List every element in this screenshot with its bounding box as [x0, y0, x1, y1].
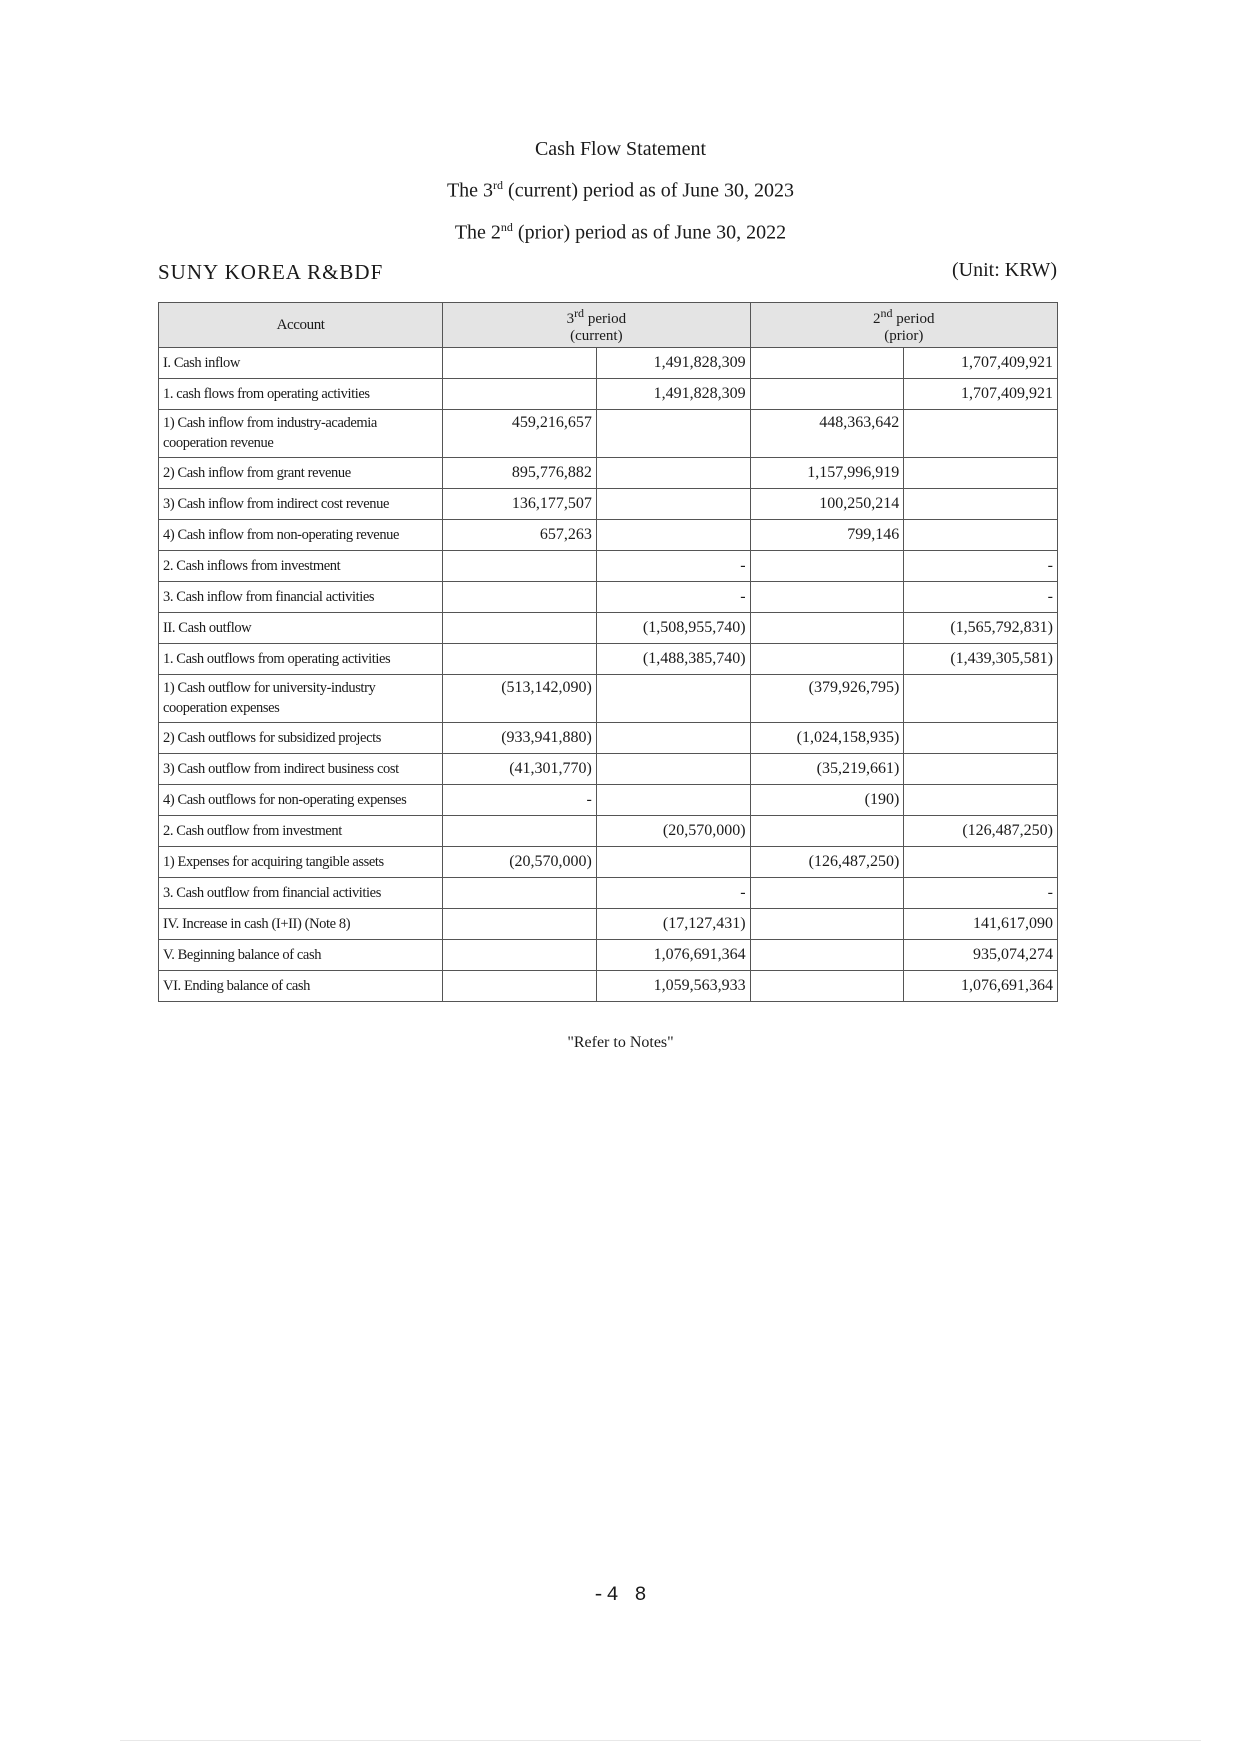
- current-total-cell: [596, 675, 750, 723]
- page-edge-line: [120, 1740, 1201, 1741]
- prior-total-cell: (126,487,250): [904, 816, 1058, 847]
- current-total-cell: [596, 520, 750, 551]
- prior-subtotal-cell: (35,219,661): [750, 754, 904, 785]
- prior-subtotal-cell: [750, 582, 904, 613]
- current-total-cell: [596, 785, 750, 816]
- refer-to-notes: "Refer to Notes": [567, 1034, 674, 1051]
- current-subtotal-cell: [443, 582, 597, 613]
- current-total-cell: 1,491,828,309: [596, 348, 750, 379]
- table-row: [159, 551, 1058, 582]
- current-total-cell: 1,059,563,933: [596, 971, 750, 1002]
- current-subtotal-cell: 895,776,882: [443, 458, 597, 489]
- prior-period-header: 2nd period (prior): [750, 303, 1057, 348]
- account-cell: 3. Cash inflow from financial activities: [159, 582, 443, 613]
- prior-subtotal-cell: [750, 644, 904, 675]
- statement-title: Cash Flow Statement: [534, 138, 707, 160]
- prior-total-cell: -: [904, 551, 1058, 582]
- prior-subtotal-cell: 100,250,214: [750, 489, 904, 520]
- current-total-cell: (1,508,955,740): [596, 613, 750, 644]
- account-cell: 3) Cash outflow from indirect business cost: [159, 754, 443, 785]
- current-subtotal-cell: 459,216,657: [443, 410, 597, 458]
- current-subtotal-cell: [443, 971, 597, 1002]
- current-period-header: 3rd period (current): [443, 303, 750, 348]
- prior-period-line: The 2nd (prior) period as of June 30, 2022: [454, 220, 787, 244]
- prior-total-cell: [904, 723, 1058, 754]
- account-cell: 1. cash flows from operating activities: [159, 379, 443, 410]
- current-subtotal-cell: (513,142,090): [443, 675, 597, 723]
- prior-total-cell: 1,707,409,921: [904, 379, 1058, 410]
- table-row: [159, 520, 1058, 551]
- prior-subtotal-cell: [750, 613, 904, 644]
- table-row: [159, 785, 1058, 816]
- organization-name: SUNY KOREA R&BDF: [158, 260, 384, 284]
- current-subtotal-cell: (41,301,770): [443, 754, 597, 785]
- prior-subtotal-cell: (190): [750, 785, 904, 816]
- table-row: [159, 489, 1058, 520]
- current-subtotal-cell: [443, 348, 597, 379]
- prior-subtotal-cell: [750, 348, 904, 379]
- table-row: [159, 458, 1058, 489]
- prior-subtotal-cell: [750, 878, 904, 909]
- prior-total-cell: -: [904, 582, 1058, 613]
- prior-subtotal-cell: 1,157,996,919: [750, 458, 904, 489]
- table-row: [159, 644, 1058, 675]
- table-row: [159, 909, 1058, 940]
- account-column-header: Account: [159, 303, 443, 348]
- current-total-cell: [596, 723, 750, 754]
- current-subtotal-cell: [443, 878, 597, 909]
- table-row: [159, 878, 1058, 909]
- table-row: [159, 675, 1058, 723]
- account-cell: II. Cash outflow: [159, 613, 443, 644]
- prior-total-cell: -: [904, 878, 1058, 909]
- prior-total-cell: (1,565,792,831): [904, 613, 1058, 644]
- prior-subtotal-cell: 448,363,642: [750, 410, 904, 458]
- account-cell: 2. Cash inflows from investment: [159, 551, 443, 582]
- current-total-cell: (17,127,431): [596, 909, 750, 940]
- cash-flow-table: [158, 302, 1058, 1002]
- prior-subtotal-cell: [750, 940, 904, 971]
- account-cell: V. Beginning balance of cash: [159, 940, 443, 971]
- prior-total-cell: [904, 785, 1058, 816]
- current-total-cell: 1,491,828,309: [596, 379, 750, 410]
- account-cell: 2. Cash outflow from investment: [159, 816, 443, 847]
- current-subtotal-cell: [443, 644, 597, 675]
- prior-subtotal-cell: [750, 551, 904, 582]
- table-row: [159, 940, 1058, 971]
- prior-total-cell: [904, 410, 1058, 458]
- account-cell: 1) Expenses for acquiring tangible assets: [159, 847, 443, 878]
- table-row: [159, 971, 1058, 1002]
- table-row: [159, 379, 1058, 410]
- page-number: -4 8: [592, 1584, 649, 1607]
- prior-subtotal-cell: (379,926,795): [750, 675, 904, 723]
- prior-total-cell: 1,707,409,921: [904, 348, 1058, 379]
- current-total-cell: [596, 410, 750, 458]
- prior-subtotal-cell: [750, 379, 904, 410]
- current-subtotal-cell: [443, 816, 597, 847]
- current-total-cell: -: [596, 551, 750, 582]
- account-cell: 3) Cash inflow from indirect cost revenue: [159, 489, 443, 520]
- account-cell: 2) Cash outflows for subsidized projects: [159, 723, 443, 754]
- account-cell: 1) Cash inflow from industry-academia cooperation revenue: [159, 410, 443, 458]
- prior-subtotal-cell: (126,487,250): [750, 847, 904, 878]
- prior-total-cell: [904, 458, 1058, 489]
- table-row: [159, 754, 1058, 785]
- current-subtotal-cell: [443, 940, 597, 971]
- current-total-cell: (20,570,000): [596, 816, 750, 847]
- account-cell: I. Cash inflow: [159, 348, 443, 379]
- current-total-cell: 1,076,691,364: [596, 940, 750, 971]
- current-subtotal-cell: (933,941,880): [443, 723, 597, 754]
- table-row: [159, 847, 1058, 878]
- table-body: [159, 348, 1058, 1002]
- current-total-cell: -: [596, 582, 750, 613]
- prior-subtotal-cell: [750, 971, 904, 1002]
- prior-total-cell: 141,617,090: [904, 909, 1058, 940]
- unit-label: (Unit: KRW): [952, 259, 1057, 281]
- account-cell: 1. Cash outflows from operating activities: [159, 644, 443, 675]
- current-total-cell: -: [596, 878, 750, 909]
- current-total-cell: [596, 489, 750, 520]
- account-cell: VI. Ending balance of cash: [159, 971, 443, 1002]
- prior-total-cell: 1,076,691,364: [904, 971, 1058, 1002]
- current-subtotal-cell: [443, 613, 597, 644]
- prior-total-cell: 935,074,274: [904, 940, 1058, 971]
- prior-total-cell: (1,439,305,581): [904, 644, 1058, 675]
- account-cell: 4) Cash inflow from non-operating revenue: [159, 520, 443, 551]
- current-subtotal-cell: 657,263: [443, 520, 597, 551]
- account-cell: 4) Cash outflows for non-operating expenses: [159, 785, 443, 816]
- prior-total-cell: [904, 489, 1058, 520]
- table-row: [159, 582, 1058, 613]
- current-subtotal-cell: (20,570,000): [443, 847, 597, 878]
- current-subtotal-cell: -: [443, 785, 597, 816]
- prior-subtotal-cell: (1,024,158,935): [750, 723, 904, 754]
- current-total-cell: [596, 754, 750, 785]
- prior-total-cell: [904, 675, 1058, 723]
- current-subtotal-cell: 136,177,507: [443, 489, 597, 520]
- account-cell: 3. Cash outflow from financial activities: [159, 878, 443, 909]
- table-row: [159, 613, 1058, 644]
- prior-subtotal-cell: [750, 909, 904, 940]
- prior-total-cell: [904, 847, 1058, 878]
- account-cell: 1) Cash outflow for university-industry cooperation expenses: [159, 675, 443, 723]
- current-total-cell: [596, 847, 750, 878]
- table-row: [159, 410, 1058, 458]
- current-subtotal-cell: [443, 551, 597, 582]
- current-period-line: The 3rd (current) period as of June 30, 2023: [446, 178, 795, 202]
- account-cell: 2) Cash inflow from grant revenue: [159, 458, 443, 489]
- prior-subtotal-cell: 799,146: [750, 520, 904, 551]
- account-cell: IV. Increase in cash (I+II) (Note 8): [159, 909, 443, 940]
- current-total-cell: [596, 458, 750, 489]
- current-total-cell: (1,488,385,740): [596, 644, 750, 675]
- prior-subtotal-cell: [750, 816, 904, 847]
- current-subtotal-cell: [443, 909, 597, 940]
- table-row: [159, 723, 1058, 754]
- prior-total-cell: [904, 520, 1058, 551]
- prior-total-cell: [904, 754, 1058, 785]
- table-row: [159, 816, 1058, 847]
- current-subtotal-cell: [443, 379, 597, 410]
- table-row: [159, 348, 1058, 379]
